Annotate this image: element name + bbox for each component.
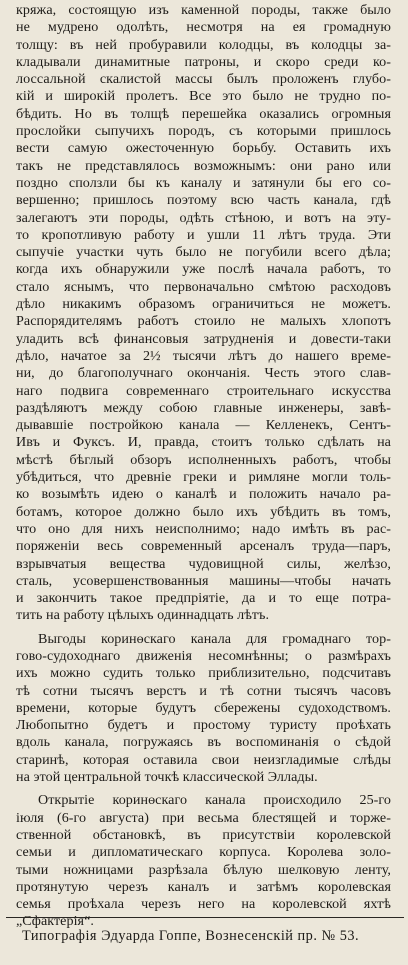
text-line: ни, до благополучнаго окончанія. Честь этого слав- (16, 365, 391, 382)
text-line: сталь, усовершенствованныя машины—чтобы начать (16, 572, 391, 589)
text-line: Ивъ и Фуксъ. И, правда, стоитъ только сдѣлать на (16, 434, 391, 451)
text-line: что оно для нихъ неисполнимо; надо имѣть въ рас- (16, 520, 391, 537)
text-line: не мудрено одолѣть, несмотря на ея громадную (16, 19, 391, 36)
printer-imprint: Типографія Эдуарда Гоппе, Вознесенскій пр. № 53. (22, 928, 360, 944)
text-column (16, 2, 391, 931)
text-line: Любопытно будетъ и простому туристу проѣхать (16, 717, 391, 734)
text-line: наго подвига современнаго строительнаго искусства (16, 382, 391, 399)
text-line: то кропотливую работу и ушли 11 лѣтъ труда. Эти (16, 226, 391, 243)
text-line: прослойки сыпучихъ породъ, съ которыми пришлось (16, 123, 391, 140)
text-line: кій и широкій пролетъ. Все это было не трудно по- (16, 88, 391, 105)
text-line: бѣдить. Но въ толщѣ перешейка оказались огромныя (16, 105, 391, 122)
text-line: толщу: въ ней пробуравили колодцы, въ колодцы за- (16, 36, 391, 53)
text-line: поздно сползли бы къ каналу и затянули бы его со- (16, 174, 391, 191)
text-line: поряженіи весь современный арсеналъ труда—паръ, (16, 538, 391, 555)
text-line: Распорядителямъ работъ стоило не малыхъ хлопотъ (16, 313, 391, 330)
text-line: и закончить такое предпріятіе, да и то еще потра- (16, 590, 391, 607)
text-line: ихъ можно судить только приблизительно, подсчитавъ (16, 665, 391, 682)
text-line: такъ не представлялось возможнымъ: они рано или (16, 157, 391, 174)
text-line: мѣстѣ бѣглый обзоръ исполненныхъ работъ, чтобы (16, 451, 391, 468)
text-line: тыми ножницами разрѣзала бѣлую шелковую ленту, (16, 861, 391, 878)
text-line: залегаютъ эти породы, одѣть стѣною, и вотъ на эту- (16, 209, 391, 226)
text-line: сыпучіе участки чуть было не погубили всего дѣла; (16, 244, 391, 261)
text-line: ко возымѣть идею о каналѣ и положить начало ра- (16, 486, 391, 503)
text-line: „Сфактерія“. (16, 913, 94, 930)
text-line: Открытіе коринѳскаго канала происходило 25-го (38, 792, 391, 809)
text-line: кряжа, состоящую изъ каменной породы, также было (16, 2, 391, 18)
text-line: вести самую ожесточенную борьбу. Оставить ихъ (16, 140, 391, 157)
text-line: тѣ сотни тысячъ верстъ и тѣ сотни тысячъ часовъ (16, 682, 391, 699)
text-line: на этой центральной точкѣ классической Эллады. (16, 769, 318, 786)
text-line: Выгоды коринѳскаго канала для громаднаго тор- (38, 630, 391, 647)
text-line: тить на работу цѣлыхъ одиннадцать лѣтъ. (16, 607, 270, 624)
text-line: вдоль канала, погружаясь въ воспоминанія о сѣдой (16, 734, 391, 751)
text-line: старинѣ, которая оставила свои неизгладимые слѣды (16, 751, 391, 768)
text-line: протянутую черезъ каналъ и затѣмъ королевская (16, 878, 391, 895)
text-line: стало яснымъ, что первоначально смѣтою расходовъ (16, 278, 391, 295)
text-line: кладывали динамитные патроны, и скоро среди ко- (16, 53, 391, 70)
paragraph (16, 792, 391, 930)
text-line: когда ихъ обнаружили уже послѣ начала работъ, то (16, 261, 391, 278)
divider-rule (6, 917, 404, 918)
text-line: ственной обстановкѣ, въ присутствіи королевской (16, 826, 391, 843)
text-line: раздѣляютъ между собою главные инженеры, завѣ- (16, 399, 391, 416)
text-line: времени, которые будутъ сбережены судоходствомъ. (16, 699, 391, 716)
text-line: убѣдиться, что древніе греки и римляне могли толь- (16, 469, 391, 486)
paragraph (16, 2, 391, 625)
text-line: гово-судоходнаго движенія несомнѣнны; о размѣрахъ (16, 647, 391, 664)
text-line: дѣло никакимъ образомъ ограничиться не можетъ. (16, 296, 391, 313)
text-line: уладить всѣ финансовыя затрудненія и довести-таки (16, 330, 391, 347)
text-line: дѣло, начатое за 2½ тысячи лѣтъ до нашего време- (16, 347, 391, 364)
text-line: взрывчатыя вещества чудовищной силы, желѣзо, (16, 555, 391, 572)
text-line: семья проѣхала черезъ него на королевской яхтѣ (16, 896, 391, 913)
paragraph (16, 631, 391, 787)
text-line: семьи и дипломатическаго корпуса. Королева золо- (16, 844, 391, 861)
text-line: ботамъ, которое должно было ихъ убѣдить въ томъ, (16, 503, 391, 520)
text-line: вершенно; пришлось поэтому всю часть канала, гдѣ (16, 192, 391, 209)
text-line: іюля (6-го августа) при весьма блестящей и торже- (16, 809, 391, 826)
text-line: дывавшіе постройкою канала — Келленекъ, Сентъ- (16, 417, 391, 434)
text-line: лоссальной скалистой массы былъ проложенъ глубо- (16, 71, 391, 88)
